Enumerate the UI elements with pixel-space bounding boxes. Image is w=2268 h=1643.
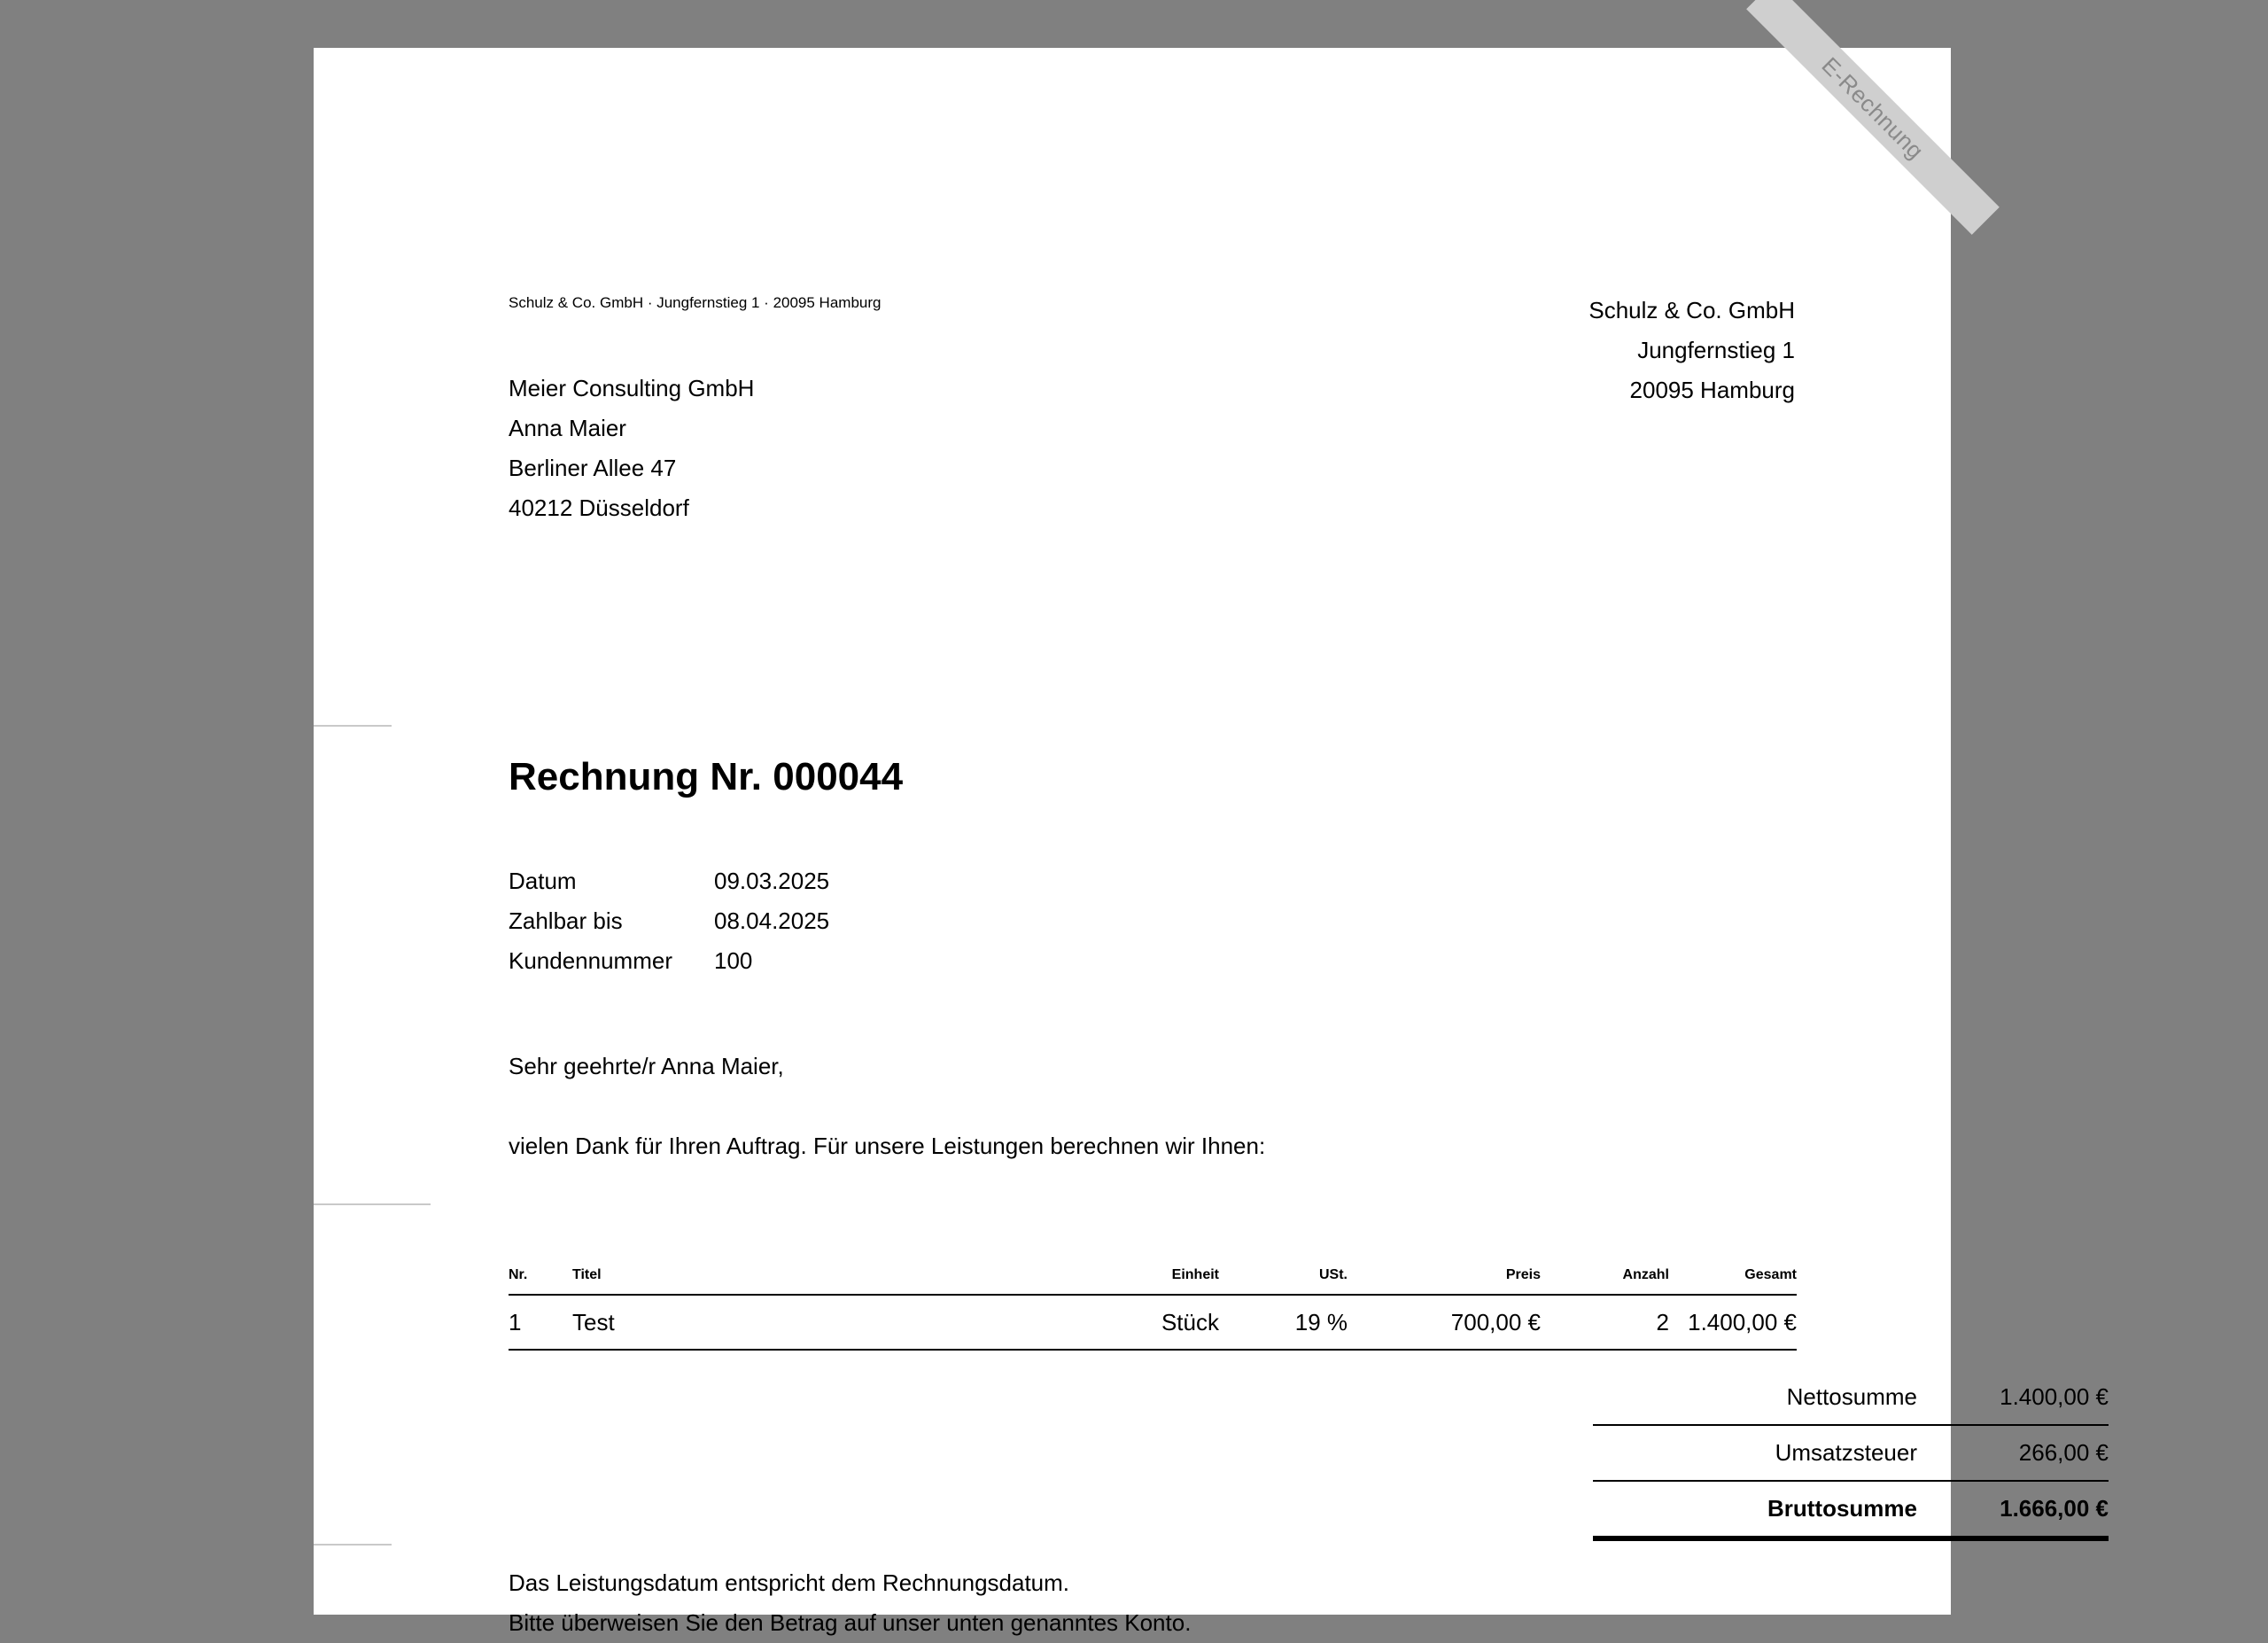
totals-row-vat: [1593, 1425, 2109, 1481]
net-label: Nettosumme: [1593, 1370, 1917, 1425]
col-header-preis: Preis: [1348, 1267, 1541, 1295]
table-row: [509, 1295, 1797, 1350]
meta-label: Zahlbar bis: [509, 907, 623, 934]
vat-value: 266,00 €: [1917, 1425, 2109, 1481]
meta-row-date: [509, 861, 829, 901]
cell-anzahl: 2: [1541, 1295, 1669, 1350]
footer-line-2: Bitte überweisen Sie den Betrag auf unser unten genanntes Konto.: [509, 1609, 1192, 1636]
sender-name: Schulz & Co. GmbH: [1588, 297, 1795, 323]
vat-label: Umsatzsteuer: [1593, 1425, 1917, 1481]
meta-row-due: [509, 901, 829, 941]
cell-titel: Test: [572, 1295, 1015, 1350]
footer-text: [509, 1563, 1191, 1643]
col-header-titel: Titel: [572, 1267, 1015, 1295]
col-header-einheit: Einheit: [1015, 1267, 1219, 1295]
line-items-table: [509, 1267, 1797, 1351]
intro-text: vielen Dank für Ihren Auftrag. Für unsere Leistungen berechnen wir Ihnen:: [509, 1133, 1266, 1159]
net-value: 1.400,00 €: [1917, 1370, 2109, 1425]
recipient-person: Anna Maier: [509, 415, 626, 441]
invoice-title: Rechnung Nr. 000044: [509, 755, 904, 798]
meta-label: Kundennummer: [509, 947, 672, 974]
sender-return-line: Schulz & Co. GmbH · Jungfernstieg 1 · 20095 Hamburg: [509, 294, 882, 311]
col-header-nr: Nr.: [509, 1267, 572, 1295]
footer-line-1: Das Leistungsdatum entspricht dem Rechnungsdatum.: [509, 1569, 1070, 1596]
cell-ust: 19 %: [1219, 1295, 1348, 1350]
sender-street: Jungfernstieg 1: [1637, 337, 1795, 363]
totals-table: [1593, 1370, 2109, 1541]
recipient-street: Berliner Allee 47: [509, 455, 677, 481]
meta-value: 09.03.2025: [714, 868, 830, 894]
invoice-page: [314, 48, 2109, 1636]
cell-gesamt: 1.400,00 €: [1669, 1295, 1797, 1350]
gross-label: Bruttosumme: [1593, 1481, 1917, 1538]
cell-nr: 1: [509, 1295, 572, 1350]
col-header-ust: USt.: [1219, 1267, 1348, 1295]
recipient-company: Meier Consulting GmbH: [509, 375, 755, 401]
fold-mark-top: [314, 725, 392, 727]
sender-address: [1588, 291, 1795, 410]
col-header-anzahl: Anzahl: [1541, 1267, 1669, 1295]
invoice-meta: [509, 861, 829, 981]
col-header-gesamt: Gesamt: [1669, 1267, 1797, 1295]
meta-value: 08.04.2025: [714, 907, 830, 934]
fold-mark-bottom: [314, 1544, 392, 1546]
sender-city: 20095 Hamburg: [1629, 377, 1795, 403]
cell-einheit: Stück: [1015, 1295, 1219, 1350]
gross-value: 1.666,00 €: [1917, 1481, 2109, 1538]
totals-row-gross: [1593, 1481, 2109, 1538]
meta-value: 100: [714, 947, 753, 974]
e-rechnung-ribbon: E-Rechnung: [1746, 0, 2000, 235]
recipient-city: 40212 Düsseldorf: [509, 494, 689, 521]
table-header-row: [509, 1267, 1797, 1295]
greeting: Sehr geehrte/r Anna Maier,: [509, 1053, 784, 1079]
recipient-address: [509, 369, 754, 528]
meta-row-customer: [509, 941, 829, 981]
meta-label: Datum: [509, 868, 577, 894]
punch-mark: [314, 1203, 431, 1205]
totals-row-net: [1593, 1370, 2109, 1425]
cell-preis: 700,00 €: [1348, 1295, 1541, 1350]
